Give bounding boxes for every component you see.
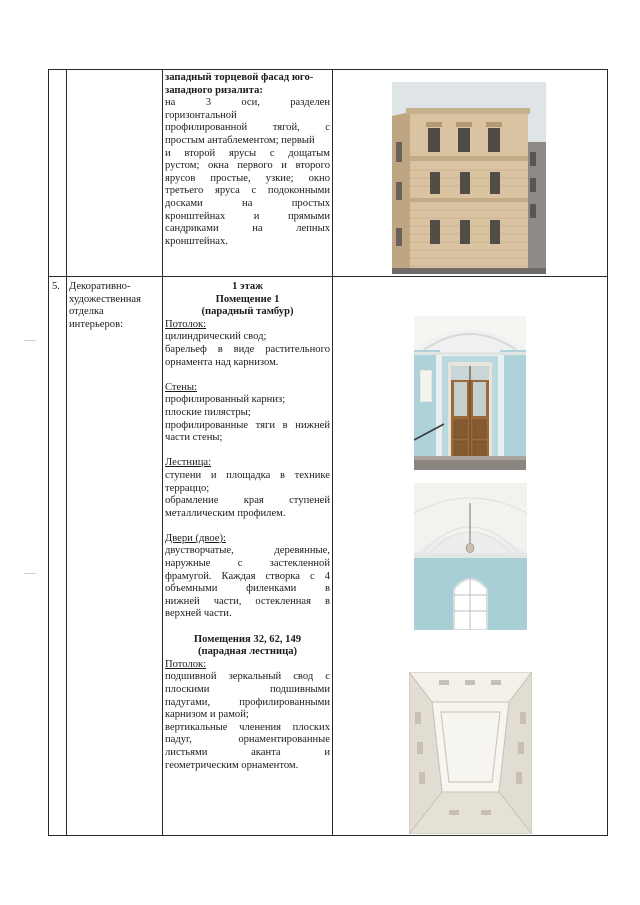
category-line: художественная	[69, 293, 141, 305]
walls-line: части стены;	[165, 432, 223, 444]
doors-line: двустворчатые, деревянные,	[165, 545, 330, 557]
column-divider-category	[162, 69, 163, 836]
vestibule-door-image	[414, 316, 526, 470]
facade-line: профилированной тягой, с	[165, 122, 330, 134]
ceiling2-line: вертикальные членения плоских	[165, 721, 330, 733]
vestibule-door-photo	[414, 316, 526, 470]
interior-description	[165, 281, 330, 772]
row-number: 5.	[52, 281, 60, 292]
category-line: отделка	[69, 306, 104, 318]
table-border-bottom	[48, 835, 608, 836]
doors-label: Двери (двое):	[165, 532, 226, 544]
facade-heading: западный торцевой фасад юго-западного ризалита:	[165, 72, 314, 96]
facade-line: сандриками на лепных	[165, 223, 330, 235]
facade-line: на 3 оси, разделен	[165, 97, 330, 109]
vaulted-ceiling-image	[414, 483, 527, 630]
room1-title: Помещение 1	[215, 293, 280, 305]
category-line: Декоративно-	[69, 281, 131, 292]
walls-line: профилированные тяги в нижней	[165, 419, 330, 431]
facade-line: кронштейнах.	[165, 235, 228, 247]
stairs-line: обрамление края ступеней	[165, 495, 330, 507]
stair-ceiling-photo	[409, 672, 532, 834]
facade-line: кронштейнах и прямыми	[165, 210, 330, 222]
room2-subtitle: (парадная лестница)	[197, 646, 298, 658]
table-row-divider	[48, 276, 608, 277]
row-category	[69, 281, 161, 331]
room2-title: Помещения 32, 62, 149	[193, 633, 302, 645]
stair-ceiling-image	[409, 672, 532, 834]
vaulted-ceiling-photo	[414, 483, 527, 630]
facade-line: досками на простых	[165, 197, 330, 209]
column-divider-number	[66, 69, 67, 836]
table-border-left	[48, 69, 49, 836]
ceiling2-line: геометрическим орнаментом.	[165, 759, 299, 771]
facade-line: и второй ярусы с дощатым	[165, 147, 330, 159]
ceiling-label: Потолок:	[165, 318, 207, 330]
stairs-line: ступени и площадка в технике	[165, 469, 330, 481]
facade-line: ярусов простые, узкие; окно	[165, 172, 330, 184]
floor-heading: 1 этаж	[232, 281, 263, 292]
ceiling2-line: подшивной зеркальный свод с	[165, 671, 330, 683]
room1-subtitle: (парадный тамбур)	[201, 306, 294, 318]
ceiling2-line: падугами, профилированными	[165, 696, 330, 708]
scan-mark	[24, 340, 36, 341]
facade-description	[165, 72, 330, 248]
column-divider-description	[332, 69, 333, 836]
ceiling2-label: Потолок:	[165, 658, 207, 670]
doors-line: верхней части.	[165, 608, 232, 620]
ceiling-line: цилиндрический свод;	[165, 331, 267, 343]
ceiling2-line: листьями аканта и	[165, 746, 330, 758]
ceiling2-line: падуг, орнаментированные	[165, 734, 330, 746]
facade-line: рустом; окна первого и второго	[165, 160, 330, 172]
doors-line: наружные с застекленной	[165, 558, 330, 570]
facade-photo	[392, 82, 546, 274]
scan-mark	[24, 573, 36, 574]
table-border-top	[48, 69, 608, 70]
doors-line: объемными филенками в	[165, 583, 330, 595]
stairs-label: Лестница:	[165, 457, 212, 469]
ceiling-line: орнамента над карнизом.	[165, 356, 279, 368]
facade-building-image	[392, 82, 546, 274]
stairs-line: терраццо;	[165, 482, 210, 494]
ceiling2-line: плоскими подшивными	[165, 684, 330, 695]
doors-line: фрамугой. Каждая створка с 4	[165, 570, 330, 582]
doors-line: нижней части, остекленная в	[165, 595, 330, 607]
facade-line: третьего яруса с подоконными	[165, 185, 330, 197]
walls-line: плоские пилястры;	[165, 406, 251, 418]
ceiling-line: барельеф в виде растительного	[165, 343, 330, 355]
stairs-line: металлическим профилем.	[165, 507, 286, 519]
walls-label: Стены:	[165, 381, 197, 393]
facade-line: простым антаблементом; первый	[165, 134, 315, 146]
table-border-right	[607, 69, 608, 836]
facade-line: горизонтальной	[165, 109, 237, 121]
category-line: интерьеров:	[69, 318, 124, 330]
walls-line: профилированный карниз;	[165, 394, 286, 406]
ceiling2-line: карнизом и рамой;	[165, 709, 249, 721]
